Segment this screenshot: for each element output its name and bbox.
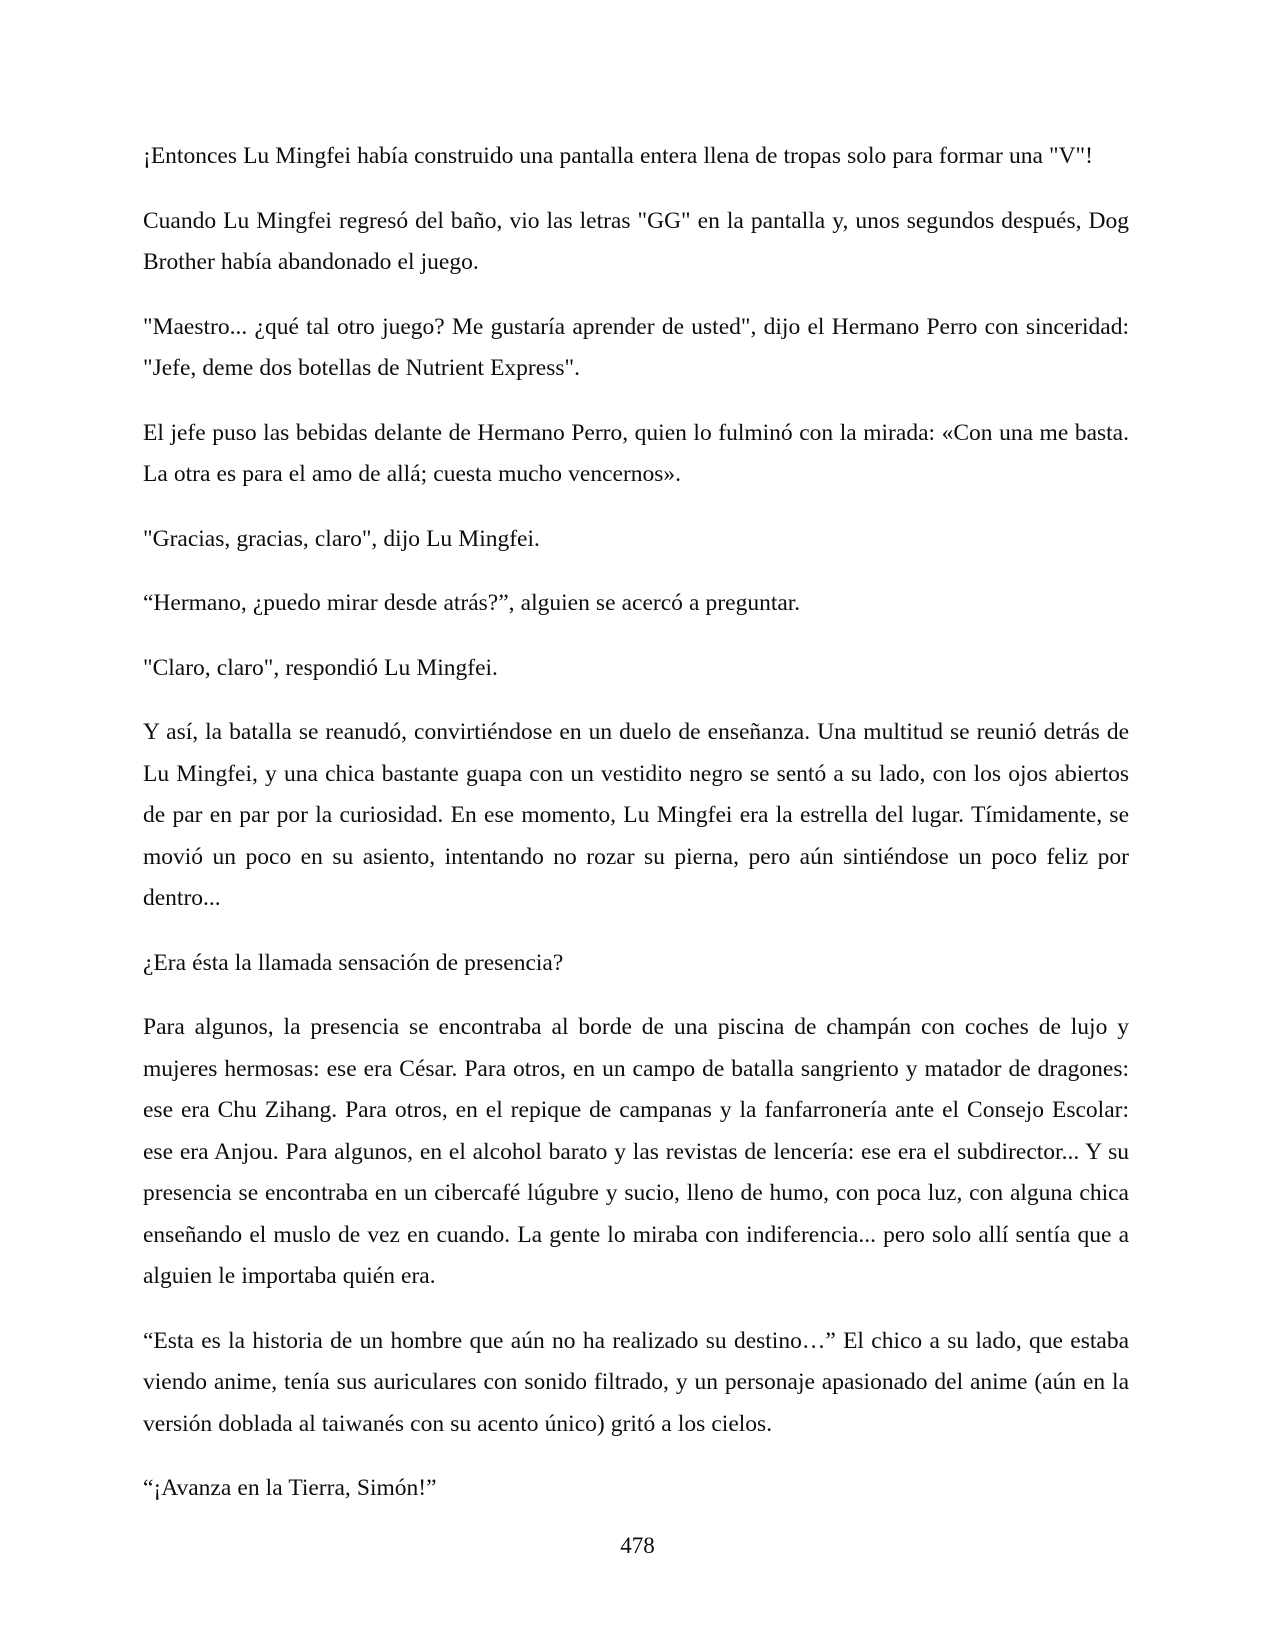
paragraph-11: “Esta es la historia de un hombre que aún no ha realizado su destino…” El chico a su lado, que estaba viendo anime, tenía sus auriculares con sonido filtrado, y un personaje apasionado del anime (aún en la versión doblada al taiwanés con su acento único) gritó a los cielos.	[143, 1327, 1129, 1437]
paragraph-8: Y así, la batalla se reanudó, convirtiéndose en un duelo de enseñanza. Una multitud se reunió detrás de Lu Mingfei, y una chica bastante guapa con un vestidito negro se sentó a su lado, con los ojos abiertos de par en par por la curiosidad. En ese momento, Lu Mingfei era la estrella del lugar. Tímidamente, se movió un poco en su asiento, intentando no rozar su pierna, pero aún sintiéndose un poco feliz por dentro...	[143, 719, 1129, 911]
paragraph-9: ¿Era ésta la llamada sensación de presencia?	[143, 949, 564, 976]
paragraph-12: “¡Avanza en la Tierra, Simón!”	[143, 1475, 437, 1501]
paragraph-3: "Maestro... ¿qué tal otro juego? Me gustaría aprender de usted", dijo el Hermano Perro con sinceridad: "Jefe, deme dos botellas de Nutrient Express".	[143, 313, 1129, 381]
paragraph-6: “Hermano, ¿puedo mirar desde atrás?”, alguien se acercó a preguntar.	[143, 590, 801, 616]
page-number: 478	[620, 1533, 655, 1558]
paragraph-4: El jefe puso las bebidas delante de Hermano Perro, quien lo fulminó con la mirada: «Con una me basta. La otra es para el amo de allá; cuesta mucho vencernos».	[143, 419, 1129, 487]
body-text-column	[143, 136, 1129, 1510]
paragraph-1: ¡Entonces Lu Mingfei había construido una pantalla entera llena de tropas solo para formar una "V"!	[143, 143, 1093, 169]
paragraph-5: "Gracias, gracias, claro", dijo Lu Mingfei.	[143, 525, 540, 552]
paragraph-7: "Claro, claro", respondió Lu Mingfei.	[143, 654, 498, 681]
paragraph-10: Para algunos, la presencia se encontraba al borde de una piscina de champán con coches de lujo y mujeres hermosas: ese era César. Para otros, en un campo de batalla sangriento y matador de dragones: ese era Chu Zihang. Para otros, en el repique de campanas y la fanfarronería ante el Consejo Escolar: ese era Anjou. Para algunos, en el alcohol barato y las revistas de lencería: ese era el subdirector... Y su presencia se encontraba en un cibercafé lúgubre y sucio, lleno de humo, con poca luz, con alguna chica enseñando el muslo de vez en cuando. La gente lo miraba con indiferencia... pero solo allí sentía que a alguien le importaba quién era.	[143, 1014, 1129, 1289]
paragraph-2: Cuando Lu Mingfei regresó del baño, vio las letras "GG" en la pantalla y, unos segundos después, Dog Brother había abandonado el juego.	[143, 207, 1129, 275]
